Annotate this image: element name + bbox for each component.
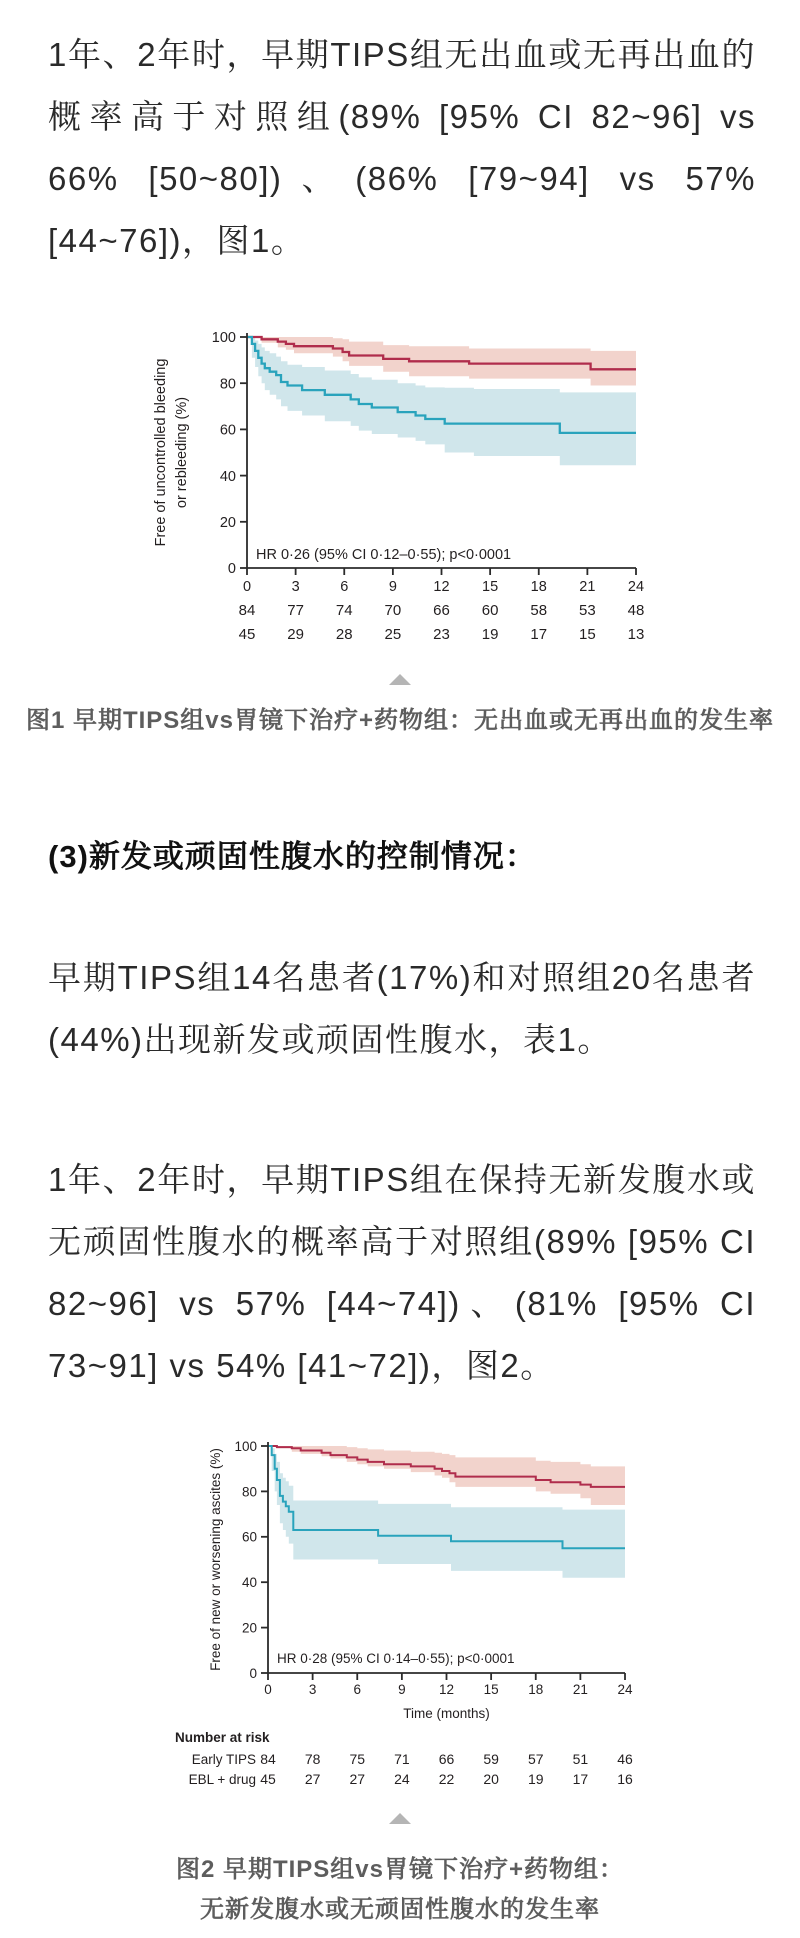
svg-text:77: 77 [286, 602, 304, 619]
svg-text:9: 9 [388, 579, 397, 595]
svg-text:29: 29 [286, 626, 304, 643]
svg-text:0: 0 [242, 579, 251, 595]
svg-text:15: 15 [578, 626, 596, 643]
svg-text:23: 23 [432, 626, 450, 643]
svg-text:51: 51 [572, 1751, 589, 1767]
section-heading-ascites: (3)新发或顽固性腹水的控制情况： [48, 839, 537, 874]
svg-text:74: 74 [335, 602, 353, 619]
figure2-km-chart [0, 1409, 800, 1799]
svg-text:17: 17 [572, 1771, 589, 1787]
svg-text:21: 21 [578, 579, 595, 595]
svg-text:3: 3 [291, 579, 300, 595]
svg-text:25: 25 [384, 626, 401, 643]
svg-text:60: 60 [219, 422, 236, 439]
svg-text:0: 0 [227, 561, 236, 578]
svg-text:27: 27 [349, 1771, 366, 1787]
svg-text:80: 80 [219, 376, 236, 393]
svg-text:0: 0 [264, 1682, 272, 1697]
svg-text:84: 84 [238, 602, 255, 619]
svg-text:40: 40 [219, 468, 236, 485]
svg-text:15: 15 [481, 579, 498, 595]
km-chart-bleeding [0, 280, 800, 660]
svg-text:100: 100 [234, 1438, 257, 1454]
svg-text:17: 17 [529, 626, 547, 643]
svg-text:18: 18 [530, 579, 547, 595]
svg-text:45: 45 [260, 1771, 276, 1787]
svg-text:71: 71 [394, 1751, 410, 1767]
svg-text:15: 15 [483, 1682, 499, 1697]
svg-text:Number at risk: Number at risk [175, 1730, 270, 1745]
svg-text:24: 24 [617, 1682, 633, 1697]
svg-text:46: 46 [617, 1751, 633, 1767]
triangle-up-icon [389, 674, 411, 685]
svg-text:Time (months): Time (months) [403, 1706, 490, 1721]
svg-text:20: 20 [241, 1620, 257, 1636]
figure1-caption: 图1 早期TIPS组vs胃镜下治疗+药物组：无出血或无再出血的发生率 [25, 707, 775, 734]
svg-text:Early TIPS: Early TIPS [191, 1752, 256, 1767]
svg-text:6: 6 [339, 579, 348, 595]
svg-text:40: 40 [241, 1575, 257, 1591]
svg-text:20: 20 [219, 515, 236, 532]
svg-text:48: 48 [627, 602, 644, 619]
svg-text:Free of new or worsening ascit: Free of new or worsening ascites (%) [208, 1448, 223, 1671]
km-chart-ascites [0, 1409, 800, 1799]
svg-text:27: 27 [304, 1771, 321, 1787]
svg-text:12: 12 [432, 579, 450, 595]
svg-text:53: 53 [578, 602, 596, 619]
svg-text:9: 9 [398, 1682, 406, 1697]
svg-text:75: 75 [349, 1751, 366, 1767]
svg-text:Free of uncontrolled bleeding: Free of uncontrolled bleeding [152, 358, 169, 547]
svg-text:6: 6 [353, 1682, 362, 1697]
svg-text:80: 80 [241, 1484, 257, 1500]
svg-text:66: 66 [438, 1751, 455, 1767]
svg-text:24: 24 [394, 1771, 410, 1787]
svg-text:13: 13 [627, 626, 644, 643]
svg-text:12: 12 [438, 1682, 455, 1697]
svg-text:24: 24 [627, 579, 644, 595]
svg-text:60: 60 [241, 1529, 257, 1545]
svg-text:19: 19 [481, 626, 498, 643]
svg-text:21: 21 [572, 1682, 588, 1697]
svg-text:0: 0 [249, 1665, 257, 1681]
figure2-caption [0, 1850, 800, 1930]
figure2-caption-line1: 图2 早期TIPS组vs胃镜下治疗+药物组： [175, 1856, 625, 1883]
figure1-km-chart [0, 280, 800, 660]
svg-text:57: 57 [527, 1751, 544, 1767]
svg-text:28: 28 [335, 626, 353, 643]
svg-text:EBL + drug: EBL + drug [188, 1772, 256, 1787]
figure2-caption-line2: 无新发腹水或无顽固性腹水的发生率 [200, 1896, 600, 1923]
svg-text:20: 20 [483, 1771, 499, 1787]
svg-text:16: 16 [617, 1771, 633, 1787]
svg-text:HR 0·26 (95% CI 0·12–0·55); p<: HR 0·26 (95% CI 0·12–0·55); p<0·0001 [255, 547, 511, 563]
svg-text:19: 19 [527, 1771, 544, 1787]
svg-text:70: 70 [384, 602, 401, 619]
svg-text:45: 45 [238, 626, 255, 643]
triangle-up-icon [389, 1813, 411, 1824]
paragraph-ascites-outcomes: 1年、2年时，早期TIPS组在保持无新发腹水或无顽固性腹水的概率高于对照组(89% [95% CI 82~96] vs 57% [44~74])、(81% [95% CI 73~91] vs 54% [41~72])，图2。 [48, 1161, 756, 1384]
svg-text:58: 58 [529, 602, 547, 619]
svg-text:60: 60 [481, 602, 498, 619]
paragraph-bleeding-outcomes: 1年、2年时，早期TIPS组无出血或无再出血的概率高于对照组(89% [95% CI 82~96] vs 66% [50~80])、(86% [79~94] vs 57% [44~76])，图1。 [48, 36, 756, 259]
paragraph-ascites-counts: 早期TIPS组14名患者(17%)和对照组20名患者(44%)出现新发或顽固性腹水，表1。 [48, 959, 756, 1058]
svg-text:18: 18 [528, 1682, 544, 1697]
svg-text:78: 78 [304, 1751, 321, 1767]
svg-text:22: 22 [438, 1771, 455, 1787]
svg-text:or rebleeding (%): or rebleeding (%) [173, 396, 190, 509]
svg-text:100: 100 [211, 330, 236, 347]
svg-text:66: 66 [432, 602, 450, 619]
svg-text:84: 84 [260, 1751, 276, 1767]
svg-text:HR 0·28 (95% CI 0·14–0·55); p<: HR 0·28 (95% CI 0·14–0·55); p<0·0001 [277, 1651, 515, 1666]
svg-text:3: 3 [308, 1682, 317, 1697]
svg-text:59: 59 [483, 1751, 499, 1767]
